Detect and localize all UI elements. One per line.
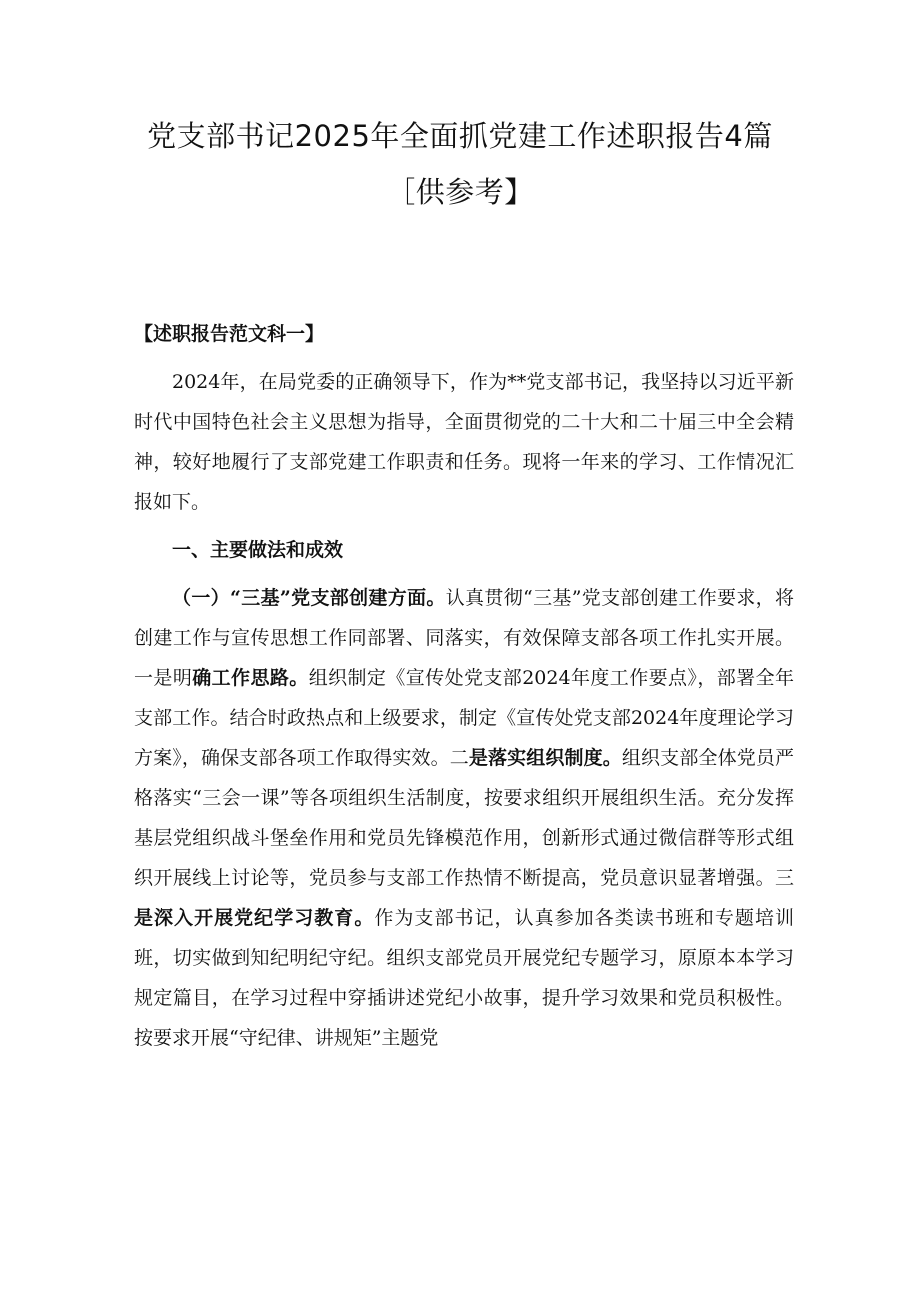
document-title: 党支部书记2025年全面抓党建工作述职报告4篇［供参考】: [147, 119, 773, 209]
paragraph-bold-2: 是落实组织制度。: [468, 747, 622, 769]
paragraph-three-basics: [134, 578, 794, 1058]
section-label: 【述职报告范文科一】: [134, 323, 325, 345]
paragraph-bold-3: 是深入开展党纪学习教育。: [134, 907, 375, 929]
paragraph-bold-1: 确工作思路。: [192, 667, 309, 689]
paragraph-text-3: 组织支部全体党员严格落实“三会一课”等各项组织生活制度，按要求组织开展组织生活。充分发挥基层党组织战斗堡垒作用和党员先锋模范作用，创新形式通过微信群等形式组织开展线上讨论等，党员参与支部工作热情不断提高，党员意识显著增强。三: [134, 747, 794, 889]
paragraph-text-4: 作为支部书记，认真参加各类读书班和专题培训班，切实做到知纪明纪守纪。组织支部党员开展党纪专题学习，原原本本学习规定篇目，在学习过程中穿插讲述党纪小故事，提升学习效果和党员积极性。按要求开展“守纪律、讲规矩”主题党: [134, 907, 794, 1049]
heading-main-practices: 一、主要做法和成效: [172, 539, 344, 561]
intro-paragraph: 2024年，在局党委的正确领导下，作为**党支部书记，我坚持以习近平新时代中国特色社会主义思想为指导，全面贯彻党的二十大和二十届三中全会精神，较好地履行了支部党建工作职责和任务。现将一年来的学习、工作情况汇报如下。: [134, 371, 794, 513]
document-body: [134, 314, 794, 1066]
paragraph-text-1: 认真贯彻“三基”党支部创建工作要求，将创建工作与宣传思想工作同部署、同落实，有效保障支部各项工作扎实开展。一是明: [134, 587, 795, 689]
paragraph-lead-bold: （一）“三基”党支部创建方面。: [172, 587, 446, 609]
paragraph-text-2: 组织制定《宣传处党支部2024年度工作要点》，部署全年支部工作。结合时政热点和上级要求，制定《宣传处党支部2024年度理论学习方案》，确保支部各项工作取得实效。二: [134, 667, 794, 769]
